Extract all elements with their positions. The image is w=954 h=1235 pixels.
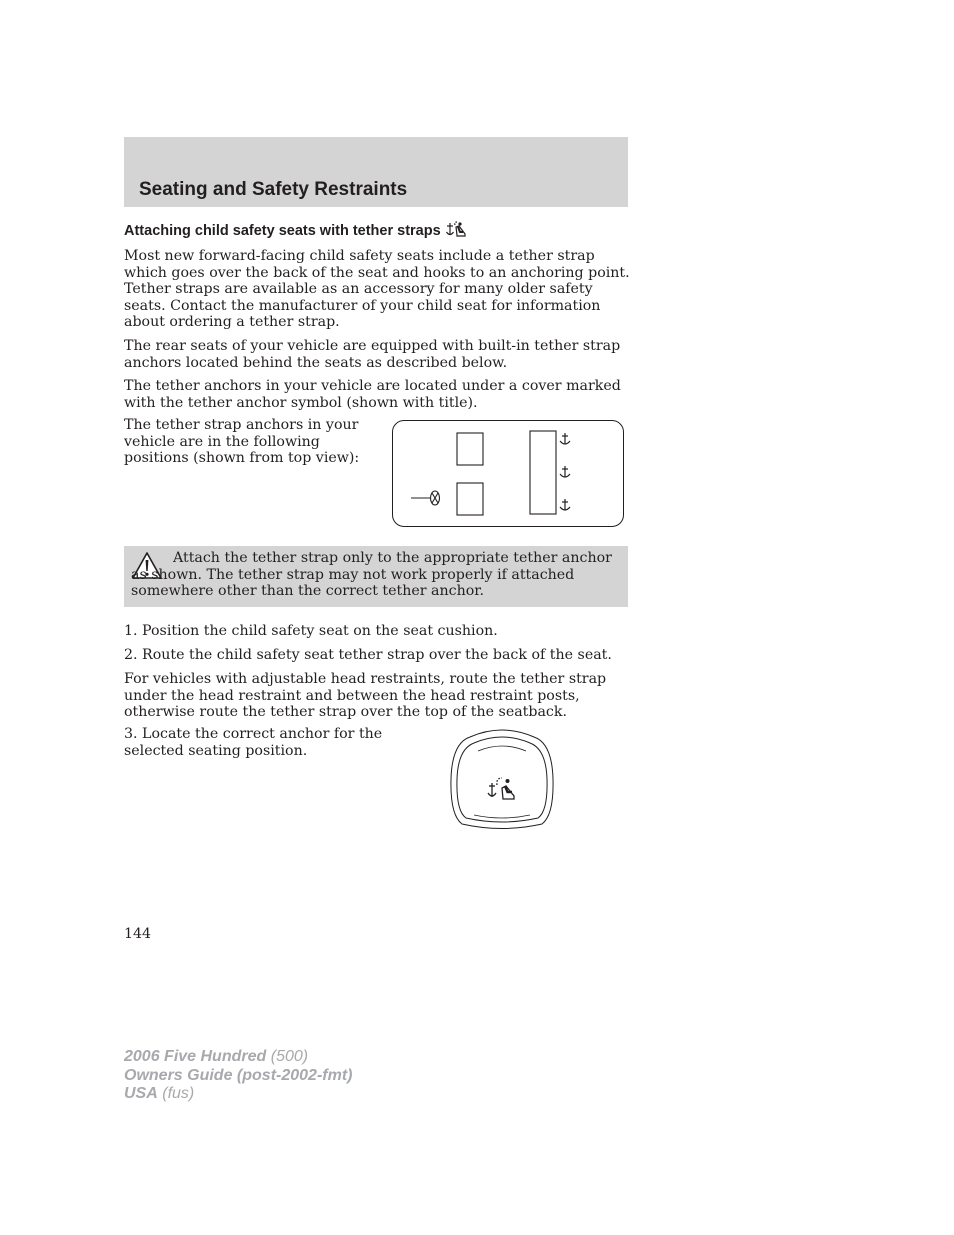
warning-box bbox=[124, 546, 628, 607]
front-seat-passenger bbox=[457, 433, 483, 465]
anchor-location-paragraph: The tether anchors in your vehicle are located under a cover marked with the tether anchor symbol (shown with title). bbox=[124, 378, 621, 411]
page-number: 144 bbox=[124, 926, 152, 942]
section-header bbox=[124, 137, 628, 207]
positions-paragraph: The tether strap anchors in your vehicle are in the following positions (shown from top view): bbox=[124, 417, 360, 467]
step-1: 1. Position the child safety seat on the seat cushion. bbox=[124, 623, 498, 639]
step-2: 2. Route the child safety seat tether strap over the back of the seat. bbox=[124, 647, 612, 663]
anchor-icon bbox=[560, 466, 570, 477]
subheading bbox=[124, 221, 467, 239]
front-seat-driver bbox=[457, 483, 483, 515]
tether-anchor-child-seat-icon bbox=[445, 221, 467, 238]
footer bbox=[124, 1048, 352, 1104]
rear-seats-paragraph: The rear seats of your vehicle are equipped with built-in tether strap anchors located behind the seats as described below. bbox=[124, 338, 621, 371]
head-restraint-paragraph: For vehicles with adjustable head restraints, route the tether strap under the head restraint and between the head restraint posts, otherwise route the tether strap over the top of the seatback. bbox=[124, 671, 607, 721]
subheading-text: Attaching child safety seats with tether straps bbox=[124, 223, 441, 239]
section-title: Seating and Safety Restraints bbox=[139, 179, 408, 200]
rear-bench-seat bbox=[530, 431, 556, 514]
intro-paragraph: Most new forward-facing child safety seats include a tether strap which goes over the back of the seat and hooks to an anchoring point. Tether straps are available as an accessory for many older safety seats. Contact the manufacturer of your child seat for information about ordering a tether strap. bbox=[124, 248, 630, 331]
step-3: 3. Locate the correct anchor for the selected seating position. bbox=[124, 726, 383, 759]
anchor-icon bbox=[560, 433, 570, 444]
tether-anchor-child-seat-icon bbox=[488, 778, 514, 799]
footer-line-1: 2006 Five Hundred (500) bbox=[124, 1048, 309, 1065]
tether-anchor-diagram bbox=[392, 420, 624, 527]
anchor-cover-image bbox=[450, 729, 554, 830]
warning-text: Attach the tether strap only to the appropriate tether anchor as shown. The tether strap may not work properly if attached somewhere other than the correct tether anchor. bbox=[131, 550, 612, 600]
footer-line-3: USA (fus) bbox=[124, 1085, 195, 1102]
seating-top-view bbox=[393, 421, 623, 526]
anchor-icon bbox=[560, 499, 570, 510]
footer-line-2: Owners Guide (post-2002-fmt) bbox=[124, 1066, 353, 1084]
